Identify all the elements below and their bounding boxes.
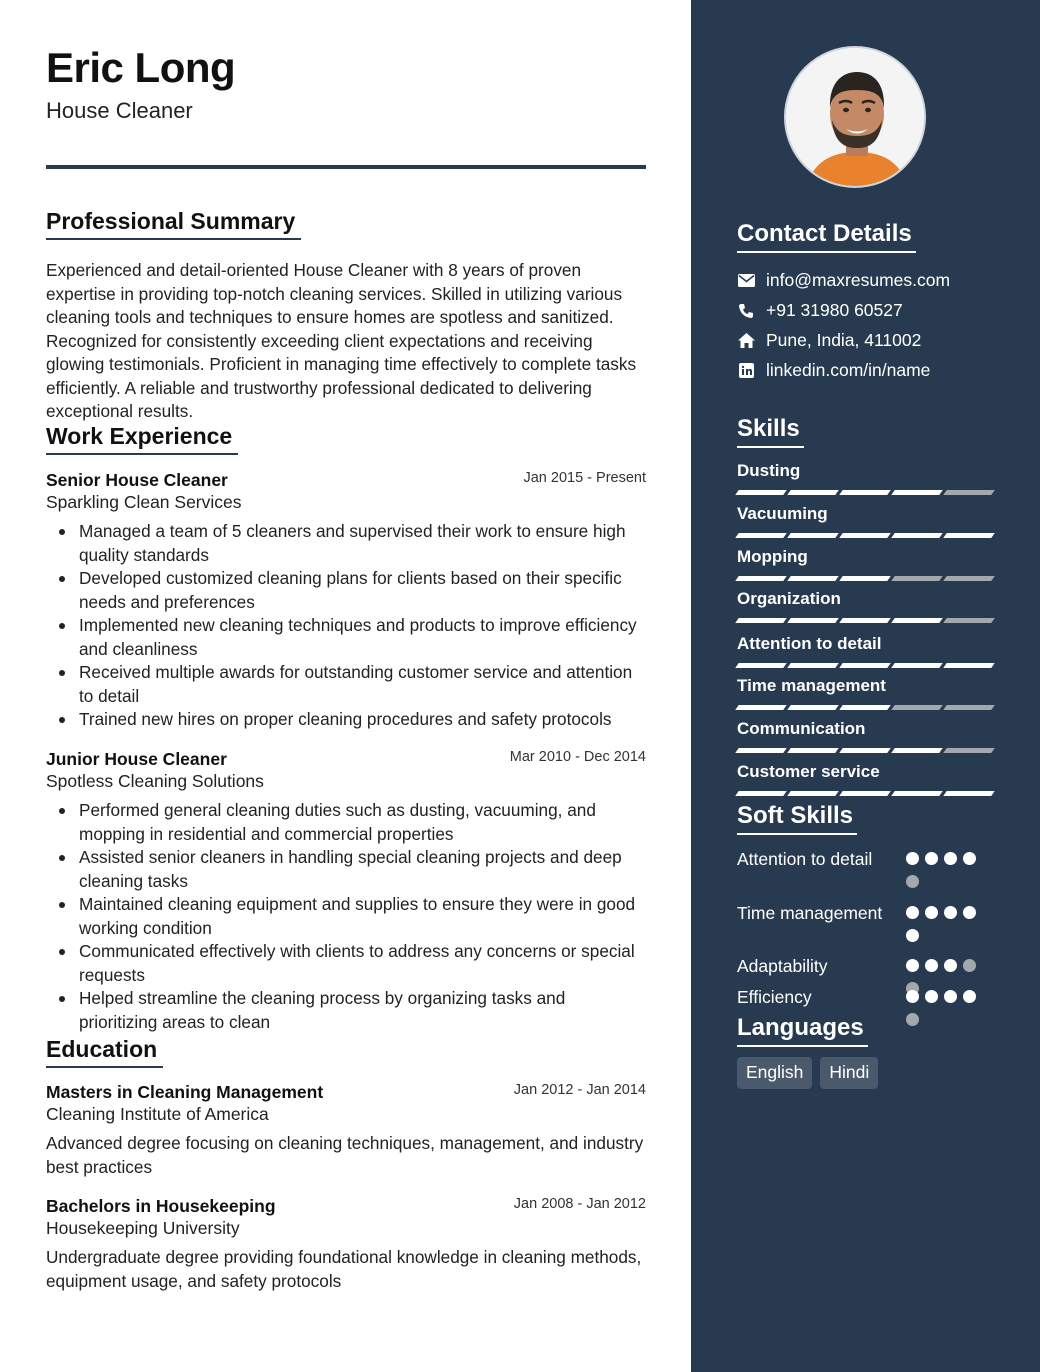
skill-level-segment: [787, 618, 839, 623]
skill-item: [737, 719, 993, 753]
job-bullet: Managed a team of 5 cleaners and supervised their work to ensure high quality standards: [46, 520, 646, 567]
skill-item: [737, 676, 993, 710]
education-dates: Jan 2008 - Jan 2012: [513, 1196, 646, 1212]
degree-title: Bachelors in Housekeeping: [46, 1196, 276, 1216]
skill-level-bar: [737, 618, 993, 623]
language-chip: Hindi: [820, 1057, 878, 1089]
profile-photo: [784, 46, 926, 188]
skill-level-segment: [943, 618, 995, 623]
degree-title: Masters in Cleaning Management: [46, 1082, 324, 1102]
rating-dot: [925, 852, 938, 865]
job-bullet: Developed customized cleaning plans for clients based on their specific needs and preferences: [46, 567, 646, 614]
job-bullet: Maintained cleaning equipment and supplies to ensure they were in good working condition: [46, 893, 646, 940]
skill-level-segment: [943, 576, 995, 581]
rating-dot: [963, 959, 976, 972]
job-bullet: Assisted senior cleaners in handling special cleaning projects and deep cleaning tasks: [46, 846, 646, 893]
skill-level-segment: [891, 663, 943, 668]
skill-name: Vacuuming: [737, 504, 828, 523]
job-company: Sparkling Clean Services: [46, 492, 242, 512]
rating-dot: [963, 990, 976, 1003]
summary-heading: Professional Summary: [46, 208, 301, 240]
skill-level-segment: [787, 576, 839, 581]
skill-level-segment: [735, 663, 787, 668]
rating-dot: [944, 906, 957, 919]
skill-level-segment: [943, 791, 995, 796]
skill-level-segment: [839, 705, 891, 710]
skill-item: [737, 589, 993, 623]
rating-dot: [925, 990, 938, 1003]
job-company: Spotless Cleaning Solutions: [46, 771, 264, 791]
address-text: Pune, India, 411002: [766, 330, 922, 350]
skill-level-segment: [735, 618, 787, 623]
skill-level-segment: [839, 791, 891, 796]
skill-level-segment: [839, 618, 891, 623]
skills-heading: Skills: [737, 415, 804, 448]
skill-level-segment: [943, 663, 995, 668]
skill-level-segment: [735, 748, 787, 753]
languages-heading: Languages: [737, 1014, 868, 1047]
home-icon: [737, 332, 755, 350]
envelope-icon: [737, 272, 755, 290]
job-bullet: Helped streamline the cleaning process by organizing tasks and prioritizing areas to clean: [46, 987, 646, 1034]
skill-level-segment: [735, 576, 787, 581]
job-dates: Mar 2010 - Dec 2014: [509, 749, 646, 765]
skill-level-segment: [943, 748, 995, 753]
education-description: Undergraduate degree providing foundational knowledge in cleaning methods, equipment usage, and safety protocols: [46, 1247, 642, 1291]
contact-heading: Contact Details: [737, 220, 916, 253]
sidebar: [691, 0, 1040, 1372]
school-name: Cleaning Institute of America: [46, 1104, 269, 1124]
experience-heading: Work Experience: [46, 423, 238, 455]
candidate-title: House Cleaner: [46, 98, 193, 123]
rating-dot: [925, 906, 938, 919]
rating-dot: [963, 906, 976, 919]
skill-level-segment: [839, 533, 891, 538]
skill-level-bar: [737, 576, 993, 581]
soft-skill-name: Efficiency: [737, 987, 812, 1007]
skill-level-bar: [737, 490, 993, 495]
skill-level-segment: [735, 533, 787, 538]
skill-level-segment: [787, 663, 839, 668]
soft-skill-name: Attention to detail: [737, 849, 873, 869]
skill-level-segment: [787, 490, 839, 495]
job-dates: Jan 2015 - Present: [523, 470, 646, 486]
skill-level-segment: [787, 791, 839, 796]
skill-level-bar: [737, 748, 993, 753]
language-list: [737, 1057, 878, 1089]
skill-item: [737, 504, 993, 538]
education-entry: [46, 1196, 646, 1293]
rating-dot: [906, 875, 919, 888]
job-bullet: Communicated effectively with clients to address any concerns or special requests: [46, 940, 646, 987]
phone-text: +91 31980 60527: [766, 300, 903, 320]
job-title: Junior House Cleaner: [46, 749, 227, 769]
skill-level-segment: [943, 705, 995, 710]
rating-dot: [906, 906, 919, 919]
skill-level-segment: [787, 533, 839, 538]
job-bullet: Trained new hires on proper cleaning procedures and safety protocols: [46, 708, 646, 732]
soft-skill-rating: [906, 990, 986, 1026]
skill-level-segment: [891, 748, 943, 753]
skill-item: [737, 762, 993, 796]
skill-level-segment: [943, 533, 995, 538]
rating-dot: [925, 959, 938, 972]
skill-name: Communication: [737, 719, 866, 738]
rating-dot: [906, 852, 919, 865]
linkedin-icon: [737, 362, 755, 380]
skill-name: Dusting: [737, 461, 801, 480]
job-bullet: Implemented new cleaning techniques and products to improve efficiency and cleanliness: [46, 614, 646, 661]
skill-level-bar: [737, 791, 993, 796]
school-name: Housekeeping University: [46, 1218, 240, 1238]
skill-level-segment: [891, 533, 943, 538]
soft-skill-rating: [906, 906, 986, 942]
skill-level-segment: [735, 791, 787, 796]
skill-level-segment: [943, 490, 995, 495]
education-description: Advanced degree focusing on cleaning techniques, management, and industry best practices: [46, 1133, 644, 1177]
soft-skill-name: Adaptability: [737, 956, 828, 976]
skill-level-segment: [891, 618, 943, 623]
email-text: info@maxresumes.com: [766, 270, 951, 290]
avatar-illustration: [786, 48, 926, 188]
rating-dot: [944, 959, 957, 972]
skill-level-segment: [735, 705, 787, 710]
contact-linkedin[interactable]: [737, 360, 930, 381]
job-bullets: [46, 520, 646, 732]
skill-name: Organization: [737, 589, 841, 608]
language-chip: English: [737, 1057, 812, 1089]
skill-item: [737, 634, 993, 668]
job-entry: [46, 470, 646, 732]
job-title: Senior House Cleaner: [46, 470, 228, 490]
skill-level-segment: [891, 791, 943, 796]
skill-level-bar: [737, 663, 993, 668]
skill-level-segment: [891, 576, 943, 581]
soft-skill-name: Time management: [737, 903, 883, 923]
skill-item: [737, 461, 993, 495]
rating-dot: [963, 852, 976, 865]
education-dates: Jan 2012 - Jan 2014: [513, 1082, 646, 1098]
skill-level-bar: [737, 705, 993, 710]
skill-name: Attention to detail: [737, 634, 882, 653]
contact-address: [737, 330, 921, 351]
skill-item: [737, 547, 993, 581]
skill-level-segment: [839, 490, 891, 495]
linkedin-text: linkedin.com/in/name: [766, 360, 931, 380]
rating-dot: [944, 990, 957, 1003]
skill-name: Customer service: [737, 762, 880, 781]
job-bullet: Performed general cleaning duties such as dusting, vacuuming, and mopping in residential and commercial properties: [46, 799, 646, 846]
candidate-name: Eric Long: [46, 44, 236, 91]
skill-level-segment: [839, 576, 891, 581]
rating-dot: [944, 852, 957, 865]
header-divider: [46, 165, 646, 169]
rating-dot: [906, 990, 919, 1003]
contact-email[interactable]: [737, 270, 950, 291]
skill-level-segment: [891, 705, 943, 710]
skill-level-segment: [787, 748, 839, 753]
education-heading: Education: [46, 1036, 163, 1068]
education-entry: [46, 1082, 646, 1179]
rating-dot: [906, 1013, 919, 1026]
skill-level-segment: [891, 490, 943, 495]
job-bullet: Received multiple awards for outstanding customer service and attention to detail: [46, 661, 646, 708]
summary-text: Experienced and detail-oriented House Cleaner with 8 years of proven expertise in providing top-notch cleaning services. Skilled in utilizing various cleaning tools and techniques to ensure homes are spotless and sanitized. Recognized for consistently exceeding client expectations and receiving glowing testimonials. Proficient in managing time effectively to complete tasks efficiently. A reliable and trustworthy professional dedicated to delivering exceptional results.: [46, 260, 637, 421]
phone-icon: [737, 302, 755, 320]
rating-dot: [906, 929, 919, 942]
job-entry: [46, 749, 646, 1034]
skill-level-segment: [787, 705, 839, 710]
soft-skill-rating: [906, 852, 986, 888]
contact-phone[interactable]: [737, 300, 903, 321]
skill-level-segment: [735, 490, 787, 495]
skill-level-bar: [737, 533, 993, 538]
skill-level-segment: [839, 663, 891, 668]
skill-level-segment: [839, 748, 891, 753]
job-bullets: [46, 799, 646, 1034]
soft-skills-heading: Soft Skills: [737, 802, 857, 835]
rating-dot: [906, 959, 919, 972]
skill-name: Time management: [737, 676, 886, 695]
skill-name: Mopping: [737, 547, 808, 566]
